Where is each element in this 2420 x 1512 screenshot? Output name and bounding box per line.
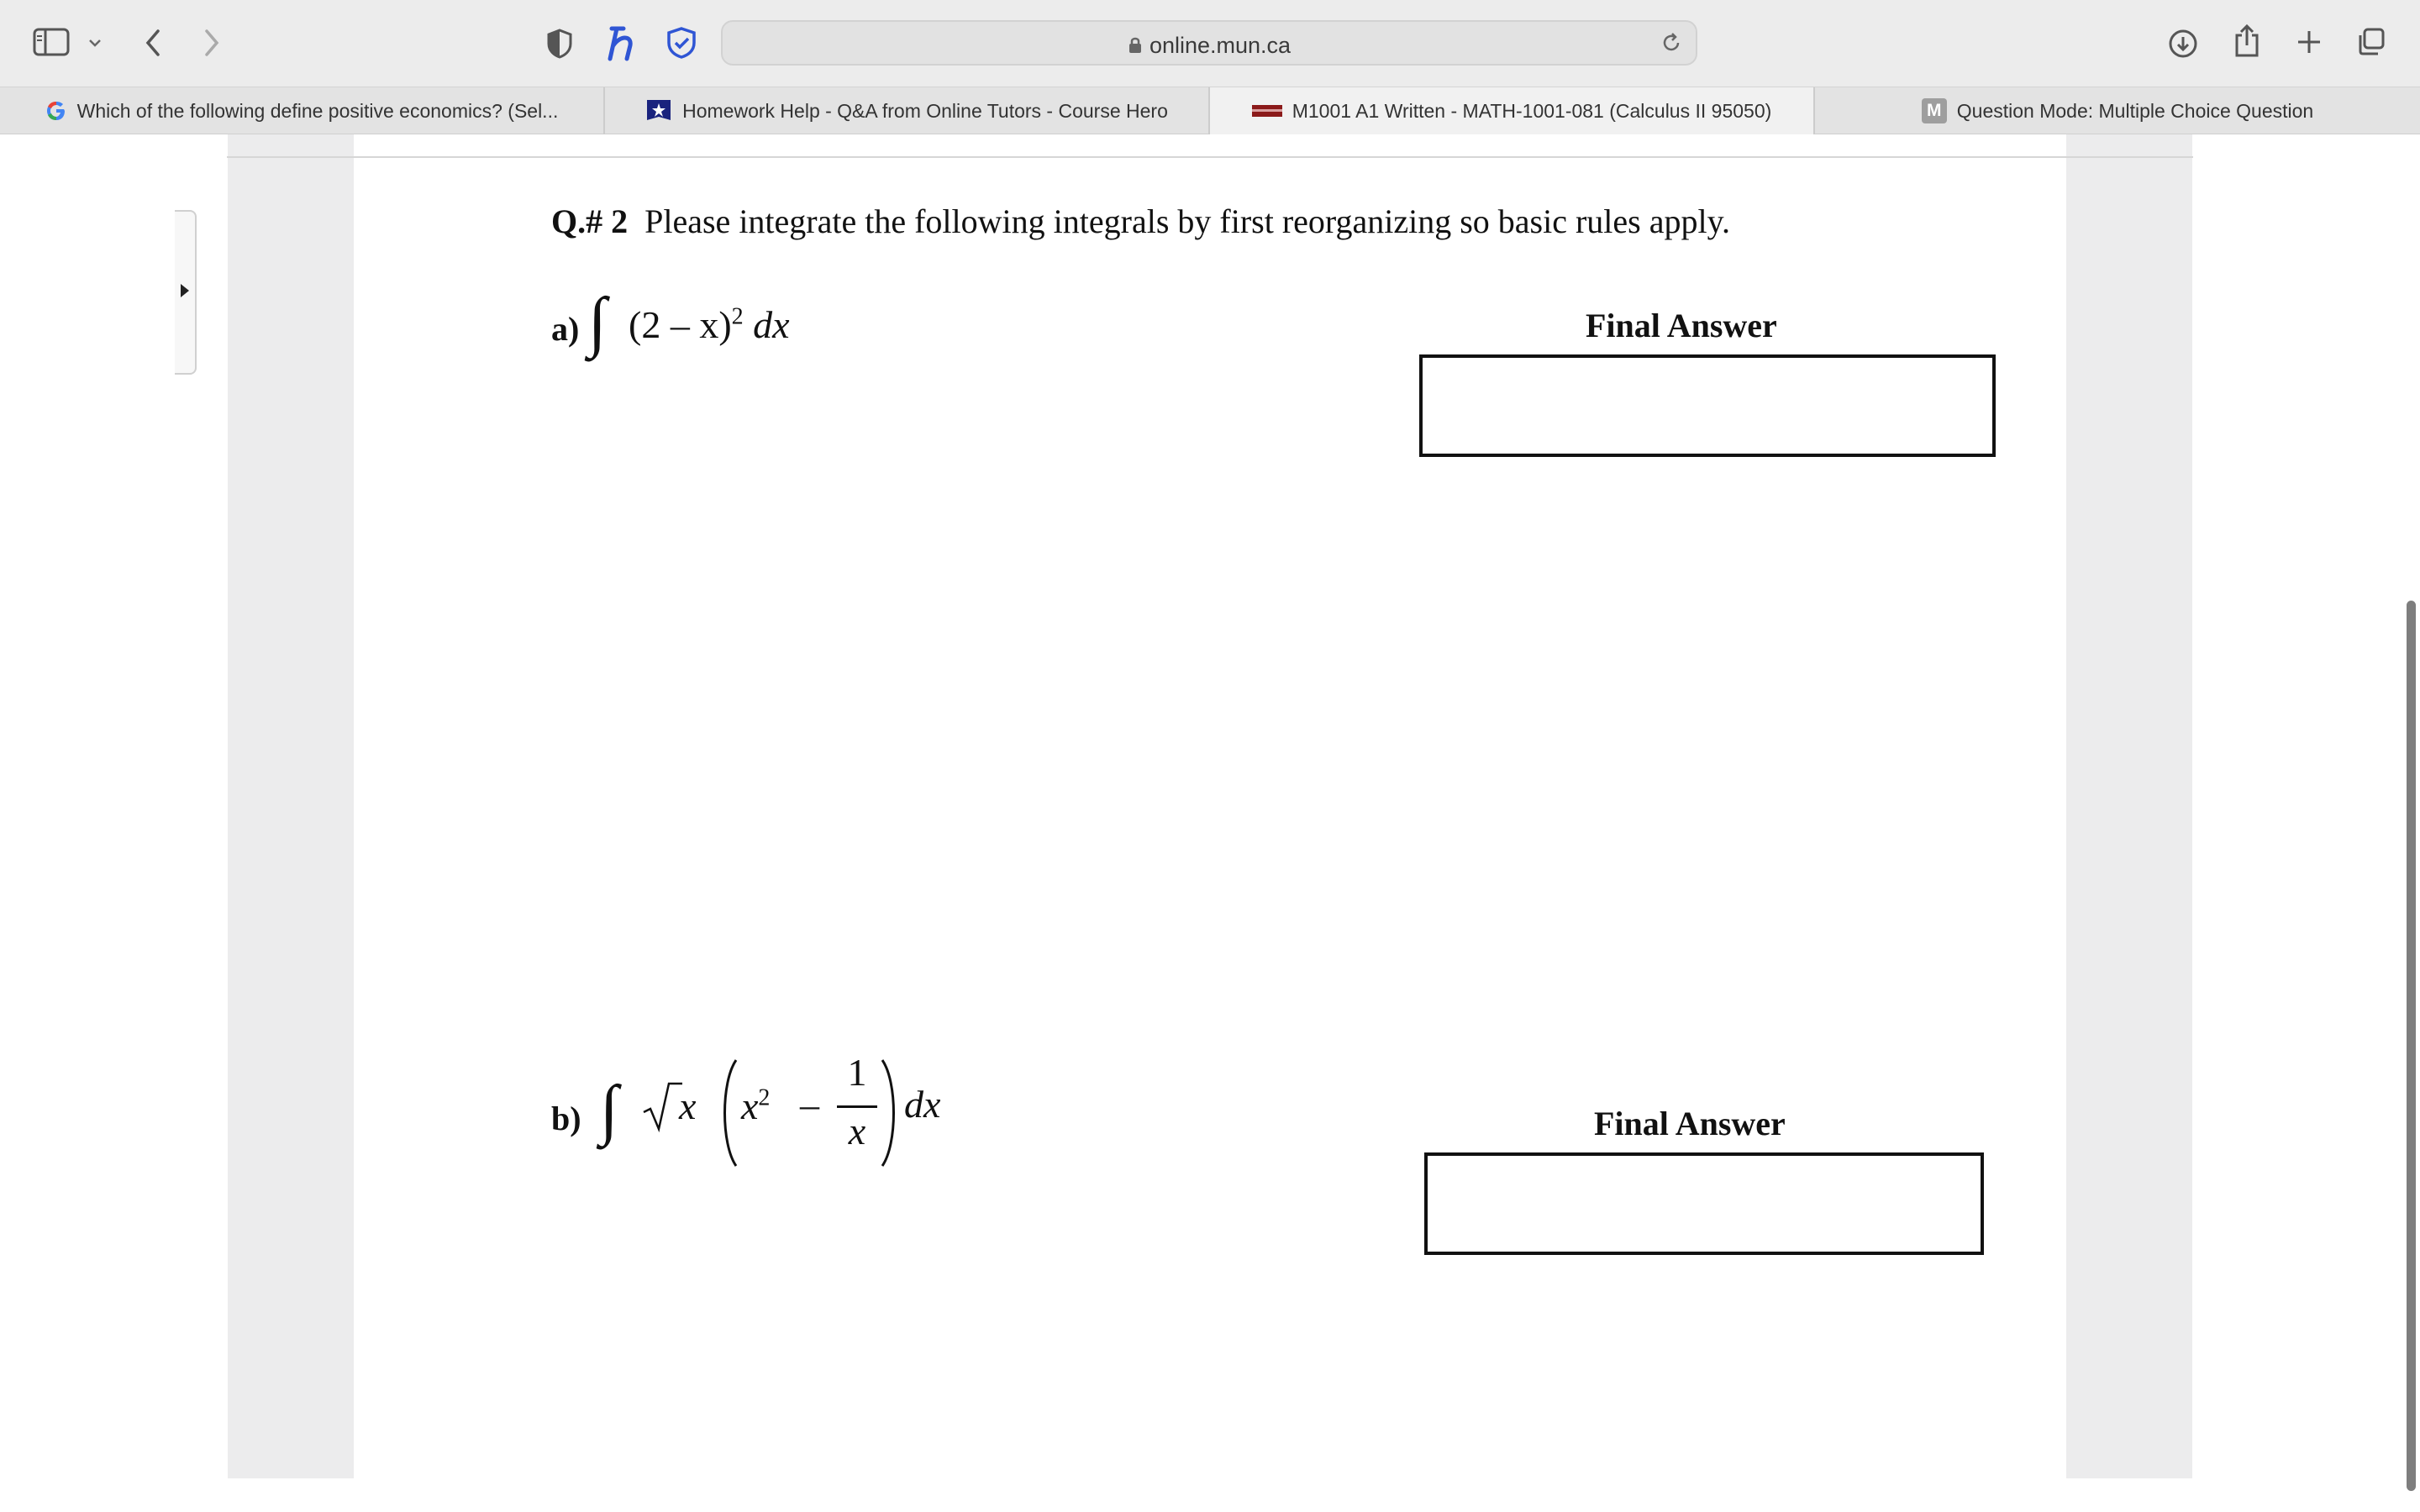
differential: dx <box>904 1083 941 1126</box>
new-tab-icon[interactable] <box>2292 25 2326 59</box>
pdf-page <box>354 158 2066 1478</box>
course-hero-star-icon <box>645 98 672 123</box>
tab-bar <box>0 87 2420 134</box>
tab-overview-icon[interactable] <box>2354 25 2388 59</box>
tab-economics[interactable] <box>0 87 605 134</box>
final-answer-label-a: Final Answer <box>1586 307 1777 344</box>
inner-term <box>741 1084 770 1128</box>
question-text: Please integrate the following integrals by first reorganizing so basic rules apply. <box>644 202 1730 240</box>
inner-exponent: 2 <box>758 1084 771 1111</box>
minus-sign: – <box>800 1083 819 1126</box>
browser-toolbar <box>0 0 2420 87</box>
m-box-icon: M <box>1922 98 1947 123</box>
inner-base: x <box>741 1084 759 1127</box>
fraction-numerator: 1 <box>847 1051 867 1094</box>
privacy-shield-icon[interactable] <box>543 25 576 62</box>
sidebar-toggle-icon[interactable] <box>32 25 71 59</box>
exponent: 2 <box>731 303 744 330</box>
outline-sidebar-handle[interactable] <box>175 210 197 375</box>
tab-label: M1001 A1 Written - MATH-1001-081 (Calculus II 95050) <box>1292 99 1772 122</box>
fraction-bar <box>837 1105 877 1108</box>
sqrt-radical-icon <box>642 1080 684 1132</box>
final-answer-box-a[interactable] <box>1419 354 1996 457</box>
url-text: online.mun.ca <box>1149 33 1292 58</box>
final-answer-box-b[interactable] <box>1424 1152 1984 1255</box>
tab-label: Which of the following define positive economics? (Sel... <box>76 99 559 122</box>
part-b <box>551 1051 1022 1183</box>
honey-extension-icon[interactable] <box>603 22 640 64</box>
right-paren-icon <box>879 1057 902 1169</box>
left-gutter <box>228 134 354 1478</box>
shield-check-icon[interactable] <box>664 24 699 62</box>
share-icon[interactable] <box>2230 22 2264 60</box>
google-g-icon <box>45 100 67 122</box>
left-paren-icon <box>716 1057 739 1169</box>
tab-label: Question Mode: Multiple Choice Question <box>1956 99 2314 122</box>
tab-question-mode[interactable] <box>1815 87 2420 134</box>
lock-icon <box>1128 36 1143 55</box>
vertical-scrollbar[interactable] <box>2407 601 2416 1491</box>
integral-sign: ∫ <box>600 1073 618 1147</box>
triangle-right-icon <box>179 282 191 299</box>
right-gutter <box>2066 134 2192 1478</box>
part-a-integrand <box>629 302 790 347</box>
back-icon[interactable] <box>136 24 170 62</box>
address-bar[interactable] <box>721 20 1697 66</box>
tab-m1001-written[interactable] <box>1210 87 1815 134</box>
tab-label: Homework Help - Q&A from Online Tutors - Course Hero <box>682 99 1168 122</box>
chevron-down-icon[interactable] <box>84 32 106 54</box>
question-number: Q.# 2 <box>551 202 629 240</box>
question-heading <box>551 202 1730 241</box>
downloads-icon[interactable] <box>2166 27 2200 60</box>
forward-icon[interactable] <box>195 24 229 62</box>
radicand: x <box>679 1084 697 1127</box>
part-a-label: a) <box>551 310 580 348</box>
mun-flag-icon <box>1252 102 1282 119</box>
pdf-viewer <box>0 134 2420 1478</box>
part-b-label: b) <box>551 1100 581 1137</box>
differential: dx <box>753 303 790 346</box>
final-answer-label-b: Final Answer <box>1594 1105 1786 1142</box>
tab-course-hero[interactable] <box>605 87 1210 134</box>
url-display[interactable] <box>723 33 1696 59</box>
integral-sign: ∫ <box>588 285 607 359</box>
integrand-base: (2 – x) <box>629 303 732 346</box>
reload-icon[interactable] <box>1659 30 1684 55</box>
fraction-denominator: x <box>848 1110 866 1152</box>
